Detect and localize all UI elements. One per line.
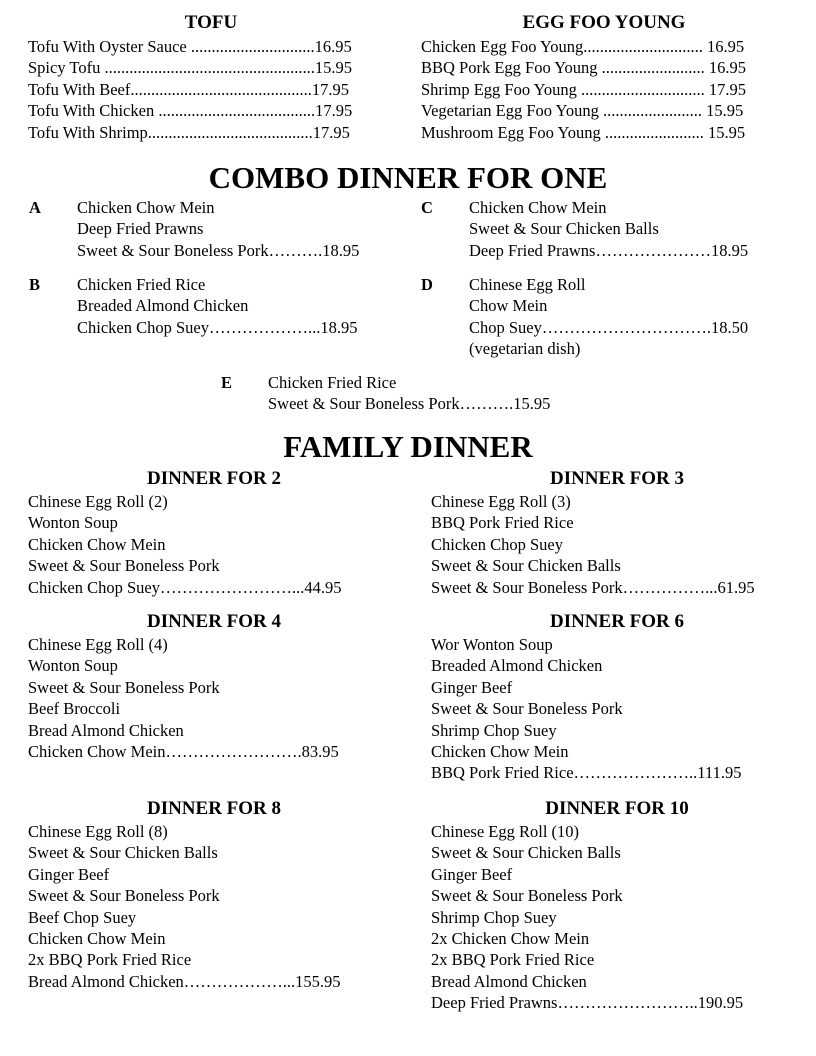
combo-e-items — [268, 372, 550, 415]
menu-item: Tofu With Shrimp........................................17.95 — [28, 122, 350, 142]
tofu-list — [28, 36, 352, 143]
combo-item: (vegetarian dish) — [469, 339, 581, 359]
combo-item: Chicken Fried Rice — [77, 275, 206, 294]
menu-item: Tofu With Beef............................................17.95 — [28, 79, 349, 99]
combo-b-items — [77, 274, 358, 338]
combo-letter-e: E — [221, 373, 233, 392]
combo-item: Chow Mein — [469, 296, 548, 316]
combo-item: Sweet & Sour Boneless Pork……….18.95 — [77, 240, 360, 260]
tofu-heading: TOFU — [184, 12, 238, 33]
list-item: Ginger Beef — [431, 677, 513, 697]
list-item: Shrimp Chop Suey — [431, 907, 557, 927]
list-item: Chicken Chop Suey — [431, 534, 563, 554]
dinner-for-2-heading: DINNER FOR 2 — [146, 468, 282, 489]
dinner-for-3-heading: DINNER FOR 3 — [549, 468, 685, 489]
family-heading: FAMILY DINNER — [283, 429, 533, 464]
list-item: BBQ Pork Fried Rice…………………..111.95 — [431, 763, 742, 783]
dinner-for-6-list — [431, 634, 741, 784]
combo-item: Chinese Egg Roll — [469, 275, 586, 294]
list-item: Sweet & Sour Boneless Pork — [431, 886, 623, 906]
list-item: 2x Chicken Chow Mein — [431, 929, 590, 949]
dinner-for-3-list — [431, 491, 755, 598]
list-item: Wonton Soup — [28, 656, 118, 676]
list-item: Ginger Beef — [431, 864, 513, 884]
dinner-for-8-list — [28, 821, 341, 992]
combo-letter-a: A — [29, 198, 41, 217]
combo-item: Chicken Chow Mein — [77, 198, 215, 217]
list-item: Chicken Chop Suey……………………...44.95 — [28, 577, 342, 597]
combo-item: Chop Suey………………………….18.50 — [469, 317, 749, 337]
list-item: Bread Almond Chicken — [431, 971, 587, 991]
menu-item: Tofu With Oyster Sauce ..............................16.95 — [28, 37, 352, 56]
combo-d-items — [469, 274, 748, 360]
list-item: Sweet & Sour Chicken Balls — [28, 843, 218, 863]
combo-item: Chicken Chop Suey………………...18.95 — [77, 317, 358, 337]
list-item: Sweet & Sour Boneless Pork — [431, 699, 623, 719]
list-item: Sweet & Sour Boneless Pork — [28, 886, 220, 906]
list-item: Chinese Egg Roll (10) — [431, 822, 580, 841]
combo-item: Sweet & Sour Boneless Pork……….15.95 — [268, 394, 551, 414]
egg-foo-young-heading: EGG FOO YOUNG — [522, 12, 686, 33]
list-item: Chinese Egg Roll (4) — [28, 635, 168, 654]
menu-item: Chicken Egg Foo Young............................. 16.95 — [421, 37, 745, 56]
dinner-for-4-list — [28, 634, 339, 762]
list-item: Chinese Egg Roll (8) — [28, 822, 168, 841]
menu-item: Spicy Tofu ...................................................15.95 — [28, 58, 352, 78]
list-item: 2x BBQ Pork Fried Rice — [431, 950, 595, 970]
list-item: Breaded Almond Chicken — [431, 656, 603, 676]
combo-letter-d: D — [421, 275, 433, 294]
menu-item: Vegetarian Egg Foo Young ........................ 15.95 — [421, 101, 744, 121]
dinner-for-10-list — [431, 821, 743, 1014]
list-item: Wonton Soup — [28, 513, 118, 533]
dinner-for-2-list — [28, 491, 342, 598]
list-item: Sweet & Sour Chicken Balls — [431, 843, 621, 863]
combo-item: Breaded Almond Chicken — [77, 296, 249, 316]
list-item: Bread Almond Chicken………………...155.95 — [28, 971, 341, 991]
list-item: Ginger Beef — [28, 864, 110, 884]
list-item: Sweet & Sour Chicken Balls — [431, 556, 621, 576]
list-item: Sweet & Sour Boneless Pork……………...61.95 — [431, 577, 755, 597]
combo-c-items — [469, 197, 748, 261]
menu-item: BBQ Pork Egg Foo Young ......................... 16.95 — [421, 58, 747, 78]
dinner-for-4-heading: DINNER FOR 4 — [146, 611, 282, 632]
list-item: Chicken Chow Mein…………………….83.95 — [28, 742, 339, 762]
list-item: Sweet & Sour Boneless Pork — [28, 556, 220, 576]
list-item: Beef Broccoli — [28, 699, 121, 719]
menu-item: Mushroom Egg Foo Young ........................ 15.95 — [421, 122, 746, 142]
list-item: Shrimp Chop Suey — [431, 720, 557, 740]
list-item: Wor Wonton Soup — [431, 635, 553, 654]
combo-item: Sweet & Sour Chicken Balls — [469, 219, 659, 239]
dinner-for-10-heading: DINNER FOR 10 — [545, 798, 689, 819]
combo-heading: COMBO DINNER FOR ONE — [208, 160, 608, 195]
list-item: Sweet & Sour Boneless Pork — [28, 677, 220, 697]
list-item: Chicken Chow Mein — [431, 742, 569, 762]
list-item: Chinese Egg Roll (2) — [28, 492, 168, 511]
list-item: Chicken Chow Mein — [28, 534, 166, 554]
egg-foo-young-list — [421, 36, 746, 143]
combo-item: Chicken Chow Mein — [469, 198, 607, 217]
dinner-for-6-heading: DINNER FOR 6 — [549, 611, 685, 632]
combo-item: Chicken Fried Rice — [268, 373, 397, 392]
list-item: Chicken Chow Mein — [28, 929, 166, 949]
combo-letter-b: B — [29, 275, 41, 294]
combo-a-items — [77, 197, 359, 261]
list-item: Chinese Egg Roll (3) — [431, 492, 571, 511]
menu-item: Shrimp Egg Foo Young .............................. 17.95 — [421, 79, 746, 99]
combo-item: Deep Fried Prawns — [77, 219, 204, 239]
list-item: BBQ Pork Fried Rice — [431, 513, 574, 533]
dinner-for-8-heading: DINNER FOR 8 — [146, 798, 282, 819]
combo-letter-c: C — [421, 198, 433, 217]
list-item: Beef Chop Suey — [28, 907, 137, 927]
list-item: Deep Fried Prawns……………………..190.95 — [431, 993, 744, 1013]
combo-item: Deep Fried Prawns…………………18.95 — [469, 240, 749, 260]
menu-item: Tofu With Chicken ......................................17.95 — [28, 101, 353, 121]
list-item: Bread Almond Chicken — [28, 720, 184, 740]
list-item: 2x BBQ Pork Fried Rice — [28, 950, 192, 970]
